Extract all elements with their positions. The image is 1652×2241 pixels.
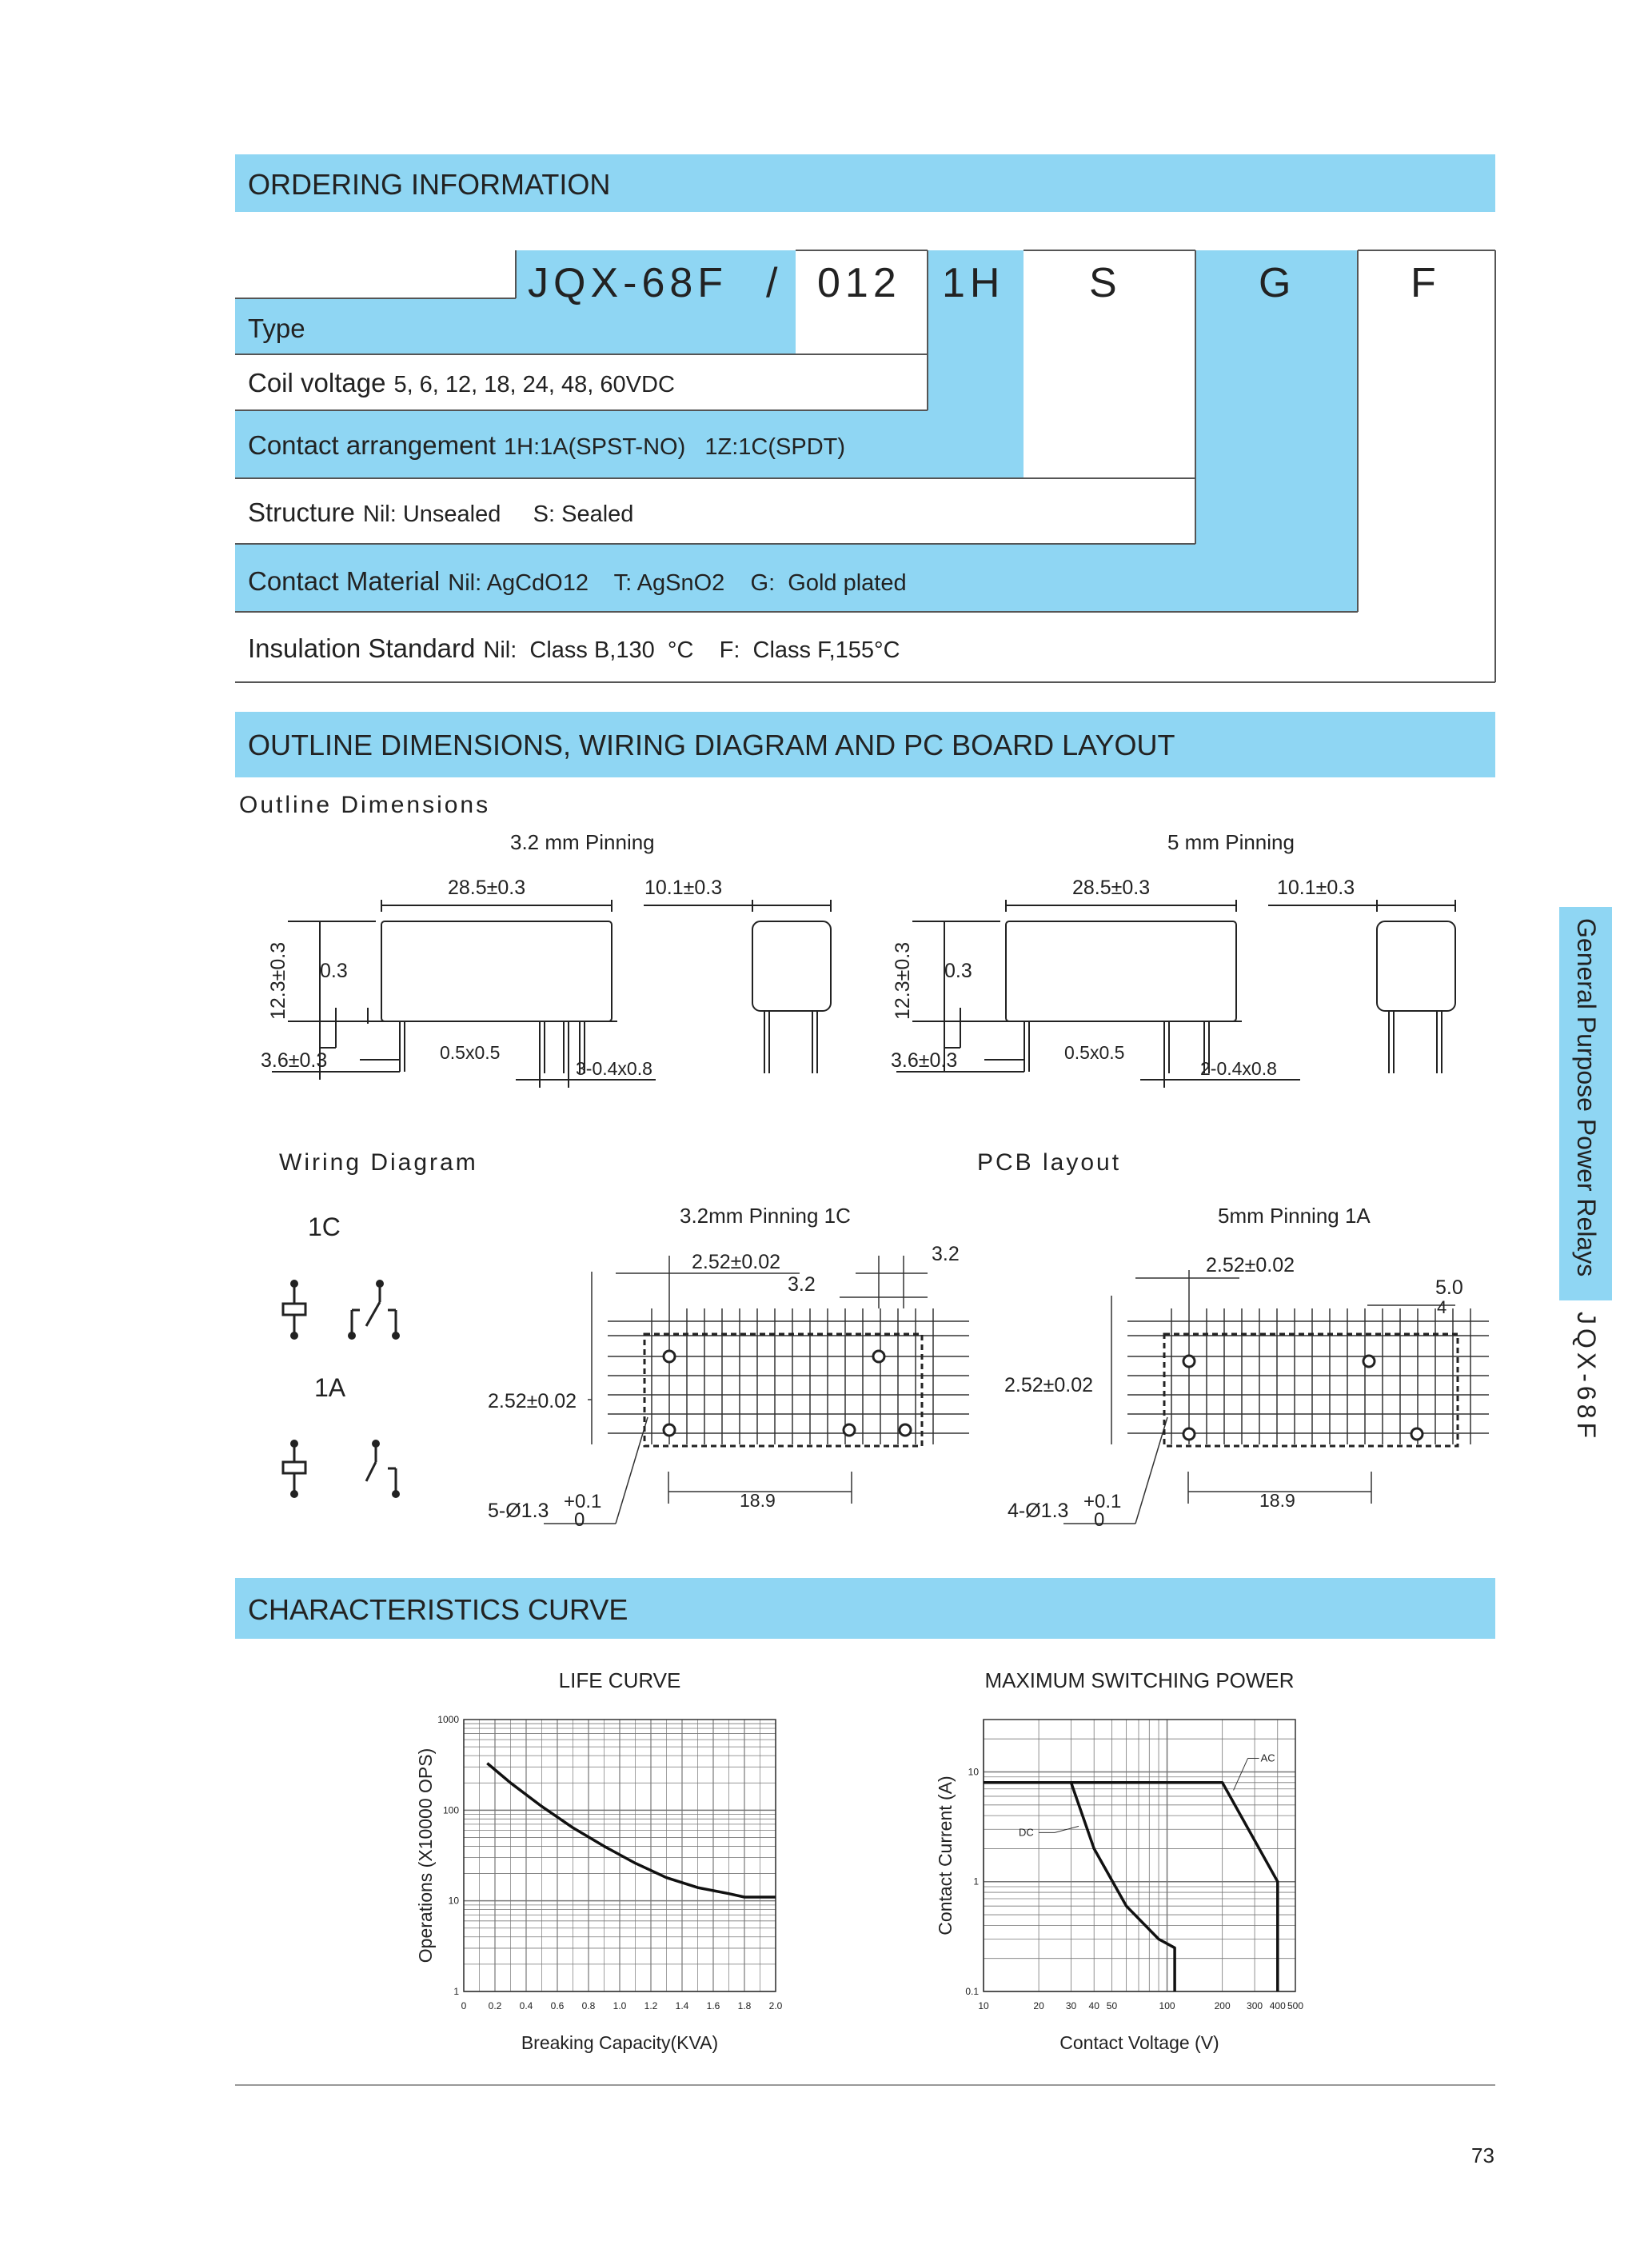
row-contact-material-options: Nil: AgCdO12 T: AgSnO2 G: Gold plated <box>448 570 907 596</box>
power-y-tick: 10 <box>968 1766 979 1778</box>
sidebar-category: General Purpose Power Relays <box>1572 918 1601 1277</box>
row-coil-voltage-label: Coil voltage <box>248 368 386 397</box>
pcb-left-tol-plus: +0.1 <box>564 1491 602 1512</box>
row-insulation <box>248 633 900 664</box>
power-x-tick: 10 <box>978 2000 989 2011</box>
power-x-tick: 100 <box>1159 2000 1175 2011</box>
outline-subtitle: Outline Dimensions <box>239 792 491 818</box>
row-contact-arrangement-options: 1H:1A(SPST-NO) 1Z:1C(SPDT) <box>504 434 846 460</box>
outline-section-header <box>235 712 1495 777</box>
pcb-left-holes: 5-Ø1.3 <box>488 1500 549 1522</box>
life-x-tick: 0.4 <box>519 2000 533 2011</box>
power-x-tick: 200 <box>1214 2000 1231 2011</box>
life-x-tick: 1.8 <box>737 2000 752 2011</box>
power-dc-annotation: DC <box>1019 1826 1034 1839</box>
power-x-tick: 40 <box>1088 2000 1099 2011</box>
life-y-tick: 100 <box>442 1804 459 1816</box>
row-insulation-label: Insulation Standard <box>248 633 476 663</box>
row-insulation-options: Nil: Class B,130 °C F: Class F,155°C <box>483 637 900 663</box>
row-contact-material-label: Contact Material <box>248 566 441 596</box>
left-pinlen-dim: 3.6±0.3 <box>261 1049 328 1072</box>
power-ac-annotation: AC <box>1260 1752 1275 1764</box>
power-x-tick: 500 <box>1287 2000 1304 2011</box>
life-x-tick: 1.4 <box>675 2000 689 2011</box>
wiring-1c-label: 1C <box>308 1212 341 1241</box>
footer-rule <box>235 2084 1495 2086</box>
row-structure <box>248 497 633 528</box>
left-pins-dim: 3-0.4x0.8 <box>576 1058 652 1079</box>
code-material: G <box>1259 260 1296 306</box>
code-insulation: F <box>1411 260 1441 306</box>
pcb-right-dim-a: 5.0 <box>1435 1276 1463 1299</box>
pcb-right-heading: 5mm Pinning 1A <box>1218 1204 1371 1228</box>
power-plot-frame <box>984 1720 1295 1991</box>
pcb-left-tol-zero: 0 <box>574 1509 585 1531</box>
code-contact: 1H <box>942 260 1005 306</box>
left-length-dim: 28.5±0.3 <box>448 877 526 899</box>
row-contact-arrangement <box>248 430 845 461</box>
right-length-dim: 28.5±0.3 <box>1072 877 1151 899</box>
life-x-label: Breaking Capacity(KVA) <box>521 2032 719 2053</box>
life-y-tick: 1 <box>453 1986 459 1997</box>
ordering-table-lines <box>0 0 1652 720</box>
right-pinsize-dim: 0.5x0.5 <box>1064 1042 1125 1063</box>
row-structure-options: Nil: Unsealed S: Sealed <box>362 501 634 527</box>
pcb-left-pitch: 2.52±0.02 <box>692 1251 781 1273</box>
row-coil-voltage-options: 5, 6, 12, 18, 24, 48, 60VDC <box>393 372 675 397</box>
wiring-diagram-symbols <box>272 1264 416 1504</box>
left-pinsize-dim: 0.5x0.5 <box>440 1042 501 1063</box>
right-pinlen-dim: 3.6±0.3 <box>891 1049 958 1072</box>
life-y-tick: 1000 <box>437 1714 459 1725</box>
pcb-left-span: 18.9 <box>740 1490 776 1511</box>
pcb-left-heading: 3.2mm Pinning 1C <box>680 1204 851 1228</box>
power-y-tick: 0.1 <box>965 1986 979 1997</box>
life-x-tick: 1.2 <box>644 2000 658 2011</box>
left-height-dim: 12.3±0.3 <box>267 941 289 1020</box>
life-x-tick: 0 <box>461 2000 467 2011</box>
wiring-title: Wiring Diagram <box>279 1149 478 1176</box>
pcb-left-dim-a: 3.2 <box>932 1243 960 1265</box>
power-x-tick: 400 <box>1269 2000 1286 2011</box>
power-x-tick: 20 <box>1033 2000 1044 2011</box>
right-pinning-heading: 5 mm Pinning <box>1167 830 1295 854</box>
life-x-tick: 1.0 <box>613 2000 627 2011</box>
left-pinning-heading: 3.2 mm Pinning <box>510 830 655 854</box>
characteristics-title: CHARACTERISTICS CURVE <box>248 1593 628 1626</box>
sidebar-model: JQX-68F <box>1572 1312 1601 1443</box>
ordering-title: ORDERING INFORMATION <box>248 168 611 201</box>
power-chart-title: MAXIMUM SWITCHING POWER <box>984 1668 1295 1692</box>
life-x-tick: 0.6 <box>550 2000 565 2011</box>
pcb-left-dim-b: 3.2 <box>788 1273 816 1296</box>
pcb-left-row-pitch: 2.52±0.02 <box>488 1390 577 1412</box>
pcb-right-row-pitch: 2.52±0.02 <box>1004 1374 1094 1396</box>
power-x-tick: 50 <box>1106 2000 1118 2011</box>
life-x-tick: 0.8 <box>581 2000 596 2011</box>
power-x-tick: 300 <box>1247 2000 1263 2011</box>
code-structure: S <box>1089 260 1122 306</box>
right-gap-dim: 0.3 <box>944 960 972 982</box>
row-contact-arrangement-label: Contact arrangement <box>248 430 497 460</box>
right-pins-dim: 2-0.4x0.8 <box>1200 1058 1277 1079</box>
row-type <box>248 314 305 344</box>
pcb-right-tol-plus: +0.1 <box>1083 1491 1122 1512</box>
pcb-layout-left <box>480 1232 976 1544</box>
power-x-label: Contact Voltage (V) <box>1059 2032 1219 2053</box>
outline-title: OUTLINE DIMENSIONS, WIRING DIAGRAM AND PC BOARD LAYOUT <box>248 729 1175 761</box>
code-voltage: 012 <box>817 260 901 306</box>
page-number: 73 <box>1471 2143 1494 2167</box>
power-ac-leader <box>1234 1758 1248 1790</box>
row-coil-voltage <box>248 368 675 398</box>
life-chart-title: LIFE CURVE <box>558 1668 681 1692</box>
pcb-right-pitch: 2.52±0.02 <box>1206 1254 1295 1276</box>
characteristics-section-header <box>235 1578 1495 1639</box>
life-x-tick: 2.0 <box>768 2000 783 2011</box>
life-curve-chart <box>400 1656 816 2071</box>
life-y-tick: 10 <box>448 1895 459 1907</box>
left-width-dim: 10.1±0.3 <box>644 877 723 899</box>
power-x-tick: 30 <box>1065 2000 1077 2011</box>
row-contact-material <box>248 566 907 597</box>
right-height-dim: 12.3±0.3 <box>892 941 914 1020</box>
outline-drawing-right <box>864 864 1472 1096</box>
row-structure-label: Structure <box>248 497 355 527</box>
wiring-1a-label: 1A <box>314 1373 346 1402</box>
life-y-label: Operations (X10000 OPS) <box>415 1748 436 1963</box>
switching-power-chart <box>920 1656 1319 2071</box>
pcb-title: PCB layout <box>977 1149 1122 1176</box>
pcb-right-span: 18.9 <box>1259 1490 1295 1511</box>
outline-drawing-left <box>240 864 848 1096</box>
life-x-tick: 1.6 <box>706 2000 720 2011</box>
pcb-right-dim-b: 4 <box>1437 1297 1447 1317</box>
code-model: JQX-68F <box>528 260 728 306</box>
power-y-tick: 1 <box>973 1875 979 1887</box>
row-type-label: Type <box>248 314 305 343</box>
left-gap-dim: 0.3 <box>320 960 348 982</box>
power-y-label: Contact Current (A) <box>935 1776 956 1935</box>
pcb-layout-right <box>1000 1232 1495 1544</box>
right-width-dim: 10.1±0.3 <box>1277 877 1355 899</box>
pcb-right-tol-zero: 0 <box>1094 1509 1105 1531</box>
life-x-tick: 0.2 <box>488 2000 502 2011</box>
pcb-right-holes: 4-Ø1.3 <box>1008 1500 1069 1522</box>
code-slash: / <box>766 260 783 306</box>
